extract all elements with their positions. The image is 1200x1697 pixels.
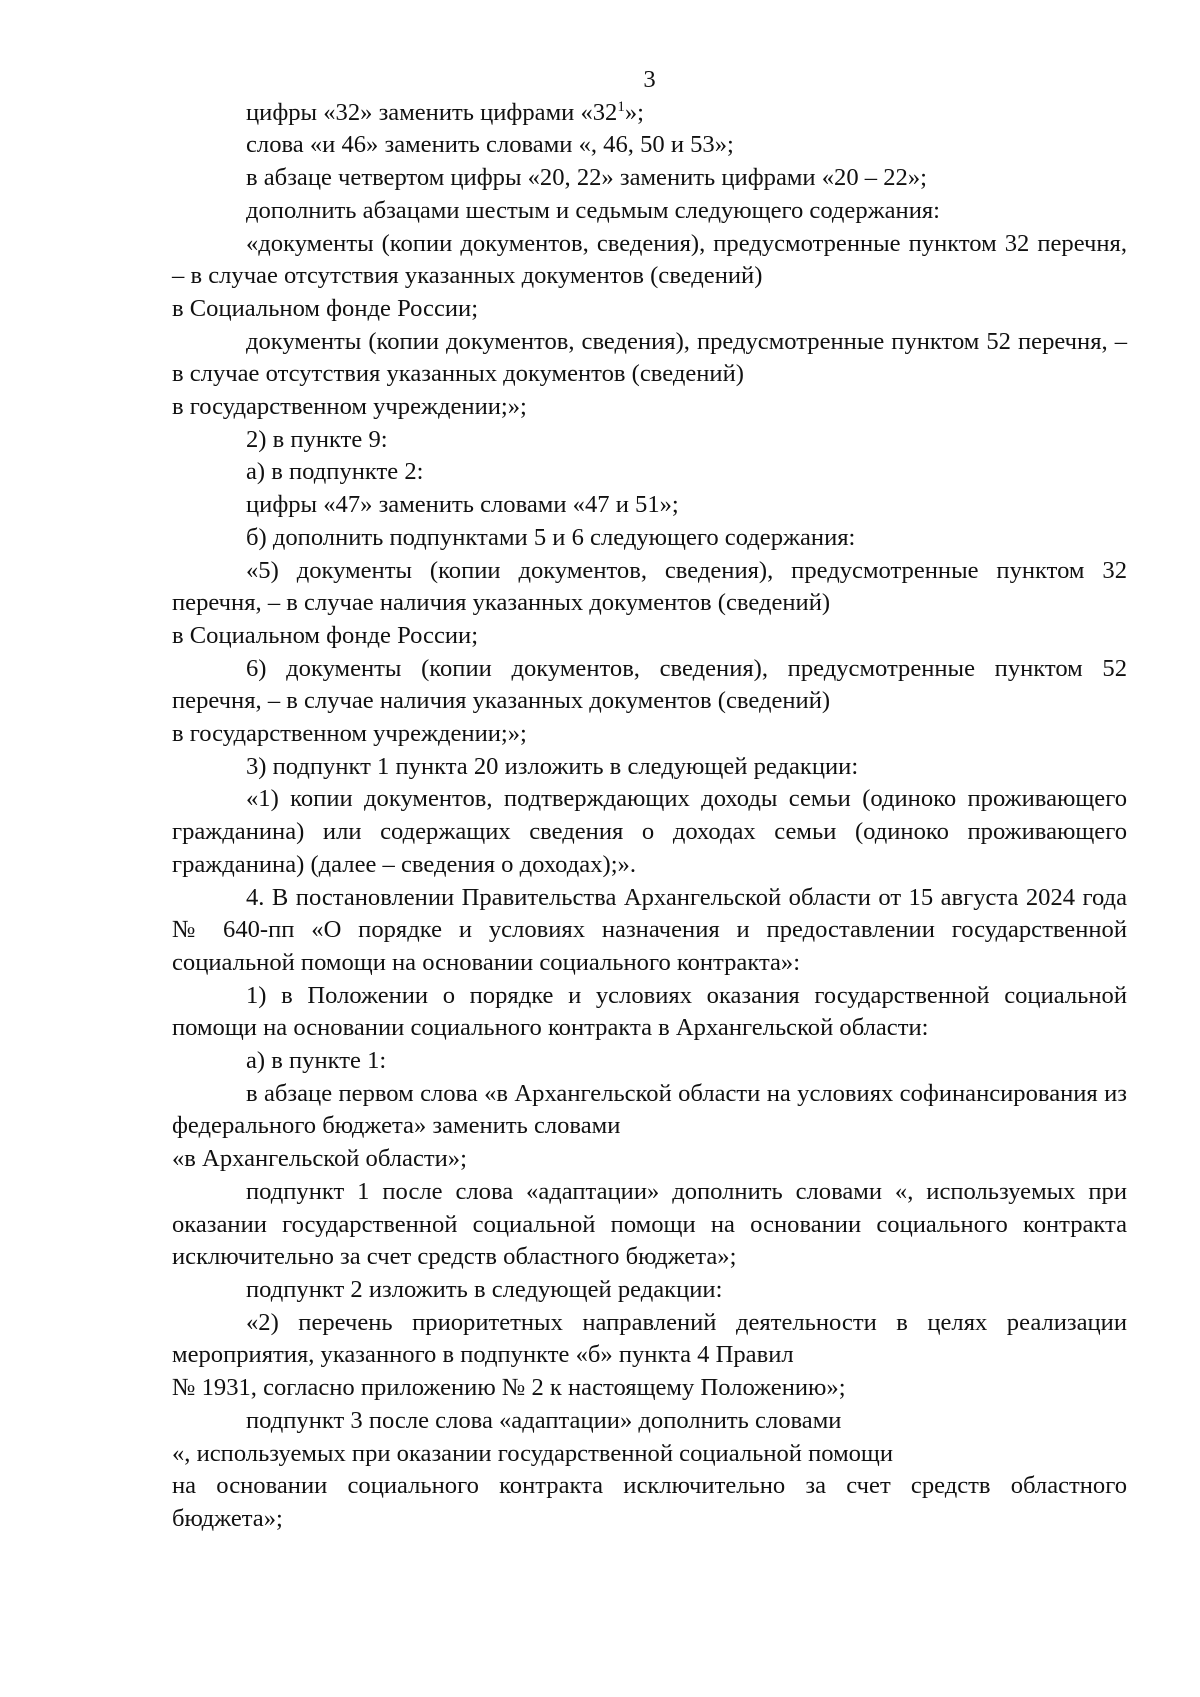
- paragraph: а) в подпункте 2:: [246, 458, 424, 486]
- paragraph: «документы (копии документов, сведения), предусмотренные пунктом 32 перечня, – в случае отсутствия указанных документов (сведений) в Социальном фонде России;: [172, 229, 1127, 322]
- paragraph: подпункт 3 после слова «адаптации» дополнить словами «, используемых при оказании государственной социальной помощи на основании социального контракта исключительно за счет средств областного бюджета»;: [172, 1406, 1127, 1532]
- paragraph: дополнить абзацами шестым и седьмым следующего содержания:: [246, 196, 941, 224]
- paragraph: в абзаце четвертом цифры «20, 22» заменить цифрами «20 – 22»;: [246, 164, 927, 192]
- superscript: 1: [617, 98, 625, 115]
- first-line-text: цифры «32» заменить цифрами «32: [246, 98, 618, 126]
- paragraph: а) в пункте 1:: [246, 1047, 387, 1075]
- paragraph: 2) в пункте 9:: [246, 425, 388, 453]
- first-line-end: »;: [624, 98, 644, 126]
- paragraph: 1) в Положении о порядке и условиях оказания государственной социальной помощи на основании социального контракта в Архангельской области:: [172, 981, 1127, 1042]
- paragraph: цифры «47» заменить словами «47 и 51»;: [246, 491, 679, 519]
- paragraph: «2) перечень приоритетных направлений деятельности в целях реализации мероприятия, указанного в подпункте «б» пункта 4 Правил № 1931, согласно приложению № 2 к настоящему Положению»;: [172, 1308, 1127, 1402]
- paragraph: слова «и 46» заменить словами «, 46, 50 и 53»;: [246, 131, 734, 159]
- paragraph: подпункт 1 после слова «адаптации» дополнить словами «, используемых при оказании государственной социальной помощи на основании социального контракта исключительно за счет средств областного бюджета»;: [172, 1177, 1127, 1271]
- paragraph: 3) подпункт 1 пункта 20 изложить в следующей редакции:: [246, 752, 859, 780]
- paragraph: подпункт 2 изложить в следующей редакции:: [246, 1276, 723, 1303]
- paragraph: б) дополнить подпунктами 5 и 6 следующего содержания:: [246, 523, 856, 551]
- paragraph: 4. В постановлении Правительства Архангельской области от 15 августа 2024 года № 640-пп «О порядке и условиях назначения и предоставлении государственной социальной помощи на основании социального контракта»:: [172, 883, 1127, 976]
- document-page: [172, 64, 1127, 1536]
- paragraph: [172, 97, 1127, 130]
- paragraph: «1) копии документов, подтверждающих доходы семьи (одиноко проживающего гражданина) или содержащих сведения о доходах семьи (одиноко проживающего гражданина) (далее – сведения о доходах);».: [172, 785, 1127, 878]
- page-number: 3: [643, 66, 656, 93]
- paragraph: в абзаце первом слова «в Архангельской области на условиях софинансирования из федерального бюджета» заменить словами «в Архангельской области»;: [172, 1079, 1127, 1173]
- paragraph: документы (копии документов, сведения), предусмотренные пунктом 52 перечня, – в случае отсутствия указанных документов (сведений) в государственном учреждении;»;: [172, 327, 1127, 421]
- paragraph: 6) документы (копии документов, сведения), предусмотренные пунктом 52 перечня, – в случае наличия указанных документов (сведений) в государственном учреждении;»;: [172, 654, 1127, 748]
- paragraph: «5) документы (копии документов, сведения), предусмотренные пунктом 32 перечня, – в случае наличия указанных документов (сведений) в Социальном фонде России;: [172, 556, 1127, 649]
